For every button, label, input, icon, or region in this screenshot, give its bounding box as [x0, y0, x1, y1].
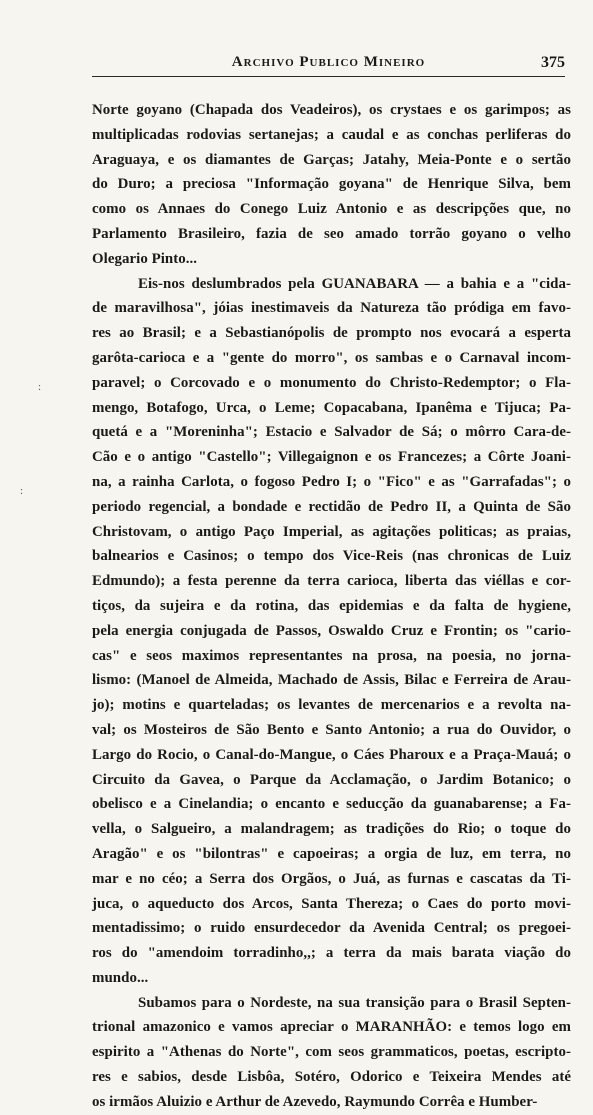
text-line: mundo... — [92, 969, 149, 986]
text-line: multiplicadas rodovias sertanejas; a caudal e as conchas perliferas do — [92, 126, 571, 143]
page-number: 375 — [541, 54, 565, 71]
text-line: paravel; o Corcovado e o monumento do Christo-Redemptor; o Fla- — [92, 374, 571, 391]
text-line: vella, o Salgueiro, a malandragem; as tradições do Rio; o toque do — [92, 821, 571, 838]
text-line: Edmundo); a festa perenne da terra carioca, liberta das viéllas e cor- — [92, 573, 571, 590]
text-line: lismo: (Manoel de Almeida, Machado de Assis, Bilac e Ferreira de Arau- — [92, 672, 571, 689]
text-line: os irmãos Aluizio e Arthur de Azevedo, Raymundo Corrêa e Humber- — [92, 1093, 538, 1110]
text-line: Norte goyano (Chapada dos Veadeiros), os crystaes e os garimpos; as — [92, 102, 571, 118]
margin-mark: : — [20, 485, 24, 497]
text-line: como os Annaes do Conego Luiz Antonio e as descripções que, no — [92, 201, 571, 218]
text-line: na, a rainha Carlota, o fogoso Pedro I; o "Fico" e as "Garrafadas"; o — [92, 473, 571, 490]
text-line: Parlamento Brasileiro, fazia de seo amado torrão goyano o velho — [92, 225, 571, 242]
text-line: res e sabios, desde Lisbôa, Sotéro, Odorico e Teixeira Mendes até — [92, 1069, 571, 1086]
text-line: Cão e o antigo "Castello"; Villegaignon e os Francezes; a Côrte Joani- — [92, 449, 571, 466]
text-line: tiços, da sujeira e da rotina, das epidemias e da falta de hygiene, — [92, 597, 571, 614]
text-line: juca, o aqueducto dos Arcos, Santa Thereza; o Caes do porto movi- — [92, 895, 571, 912]
body-text — [92, 98, 571, 1115]
text-line: quetá e a "Moreninha"; Estacio e Salvador de Sá; o môrro Cara-de- — [92, 424, 571, 441]
text-line: jo); motins e quarteladas; os levantes de mercenarios e a revolta na- — [92, 697, 571, 714]
page-header — [92, 50, 565, 77]
text-line: Circuito da Gavea, o Parque da Acclamação, o Jardim Botanico; o — [92, 771, 571, 788]
running-title: Archivo Publico Mineiro — [231, 54, 426, 70]
paragraph — [92, 991, 571, 1115]
text-line: Olegario Pinto... — [92, 250, 198, 267]
text-line: Aragão" e os "bilontras" e capoeiras; a orgia de luz, em terra, no — [92, 845, 571, 862]
text-line: Subamos para o Nordeste, na sua transição para o Brasil Septen- — [138, 994, 571, 1011]
text-line: espirito a "Athenas do Norte", com seos grammaticos, poetas, escripto- — [92, 1044, 571, 1061]
text-line: obelisco e a Cinelandia; o encanto e seducção da guanabarense; a Fa- — [92, 796, 571, 813]
text-line: mentadissimo; o ruido ensurdecedor da Avenida Central; os pregoei- — [92, 920, 571, 937]
text-line: val; os Mosteiros de São Bento e Santo Antonio; a rua do Ouvidor, o — [92, 721, 571, 738]
text-line: res ao Brasil; e a Sebastianópolis de prompto nos evocará a esperta — [92, 325, 571, 342]
margin-mark: : — [38, 381, 42, 393]
text-line: balnearios e Casinos; o tempo dos Vice-Reis (nas chronicas de Luiz — [92, 548, 571, 565]
paragraph — [92, 98, 571, 272]
text-line: garôta-carioca e a "gente do morro", os sambas e o Carnaval incom- — [92, 349, 571, 366]
text-line: do Duro; a preciosa "Informação goyana" de Henrique Silva, bem — [92, 176, 571, 193]
text-line: mengo, Botafogo, Urca, o Leme; Copacabana, Ipanêma e Tijuca; Pa- — [92, 399, 571, 416]
text-line: cas" e seos maximos representantes na prosa, na poesia, no jorna- — [92, 647, 571, 664]
text-line: periodo regencial, a bondade e rectidão de Pedro II, a Quinta de São — [92, 498, 571, 515]
text-line: Araguaya, e os diamantes de Garças; Jatahy, Meia-Ponte e o sertão — [92, 151, 571, 168]
text-line: Christovam, o antigo Paço Imperial, as agitações politicas; as praias, — [92, 523, 571, 540]
paragraph — [92, 272, 571, 991]
text-line: ros do "amendoim torradinho,,; a terra da mais barata viação do — [92, 945, 571, 962]
text-line: trional amazonico e vamos apreciar o MARANHÃO: e temos logo em — [92, 1019, 571, 1036]
text-line: mar e no céo; a Serra dos Orgãos, o Juá, as furnas e cascatas da Ti- — [92, 870, 571, 887]
text-line: de maravilhosa", jóias inestimaveis da Natureza tão pródiga em favo- — [92, 300, 571, 317]
text-line: pela energia conjugada de Passos, Oswaldo Cruz e Frontin; os "cario- — [92, 622, 571, 639]
text-line: Eis-nos deslumbrados pela GUANABARA — a bahia e a "cida- — [138, 275, 571, 292]
text-line: Largo do Rocio, o Canal-do-Mangue, o Cáes Pharoux e a Praça-Mauá; o — [92, 746, 571, 763]
